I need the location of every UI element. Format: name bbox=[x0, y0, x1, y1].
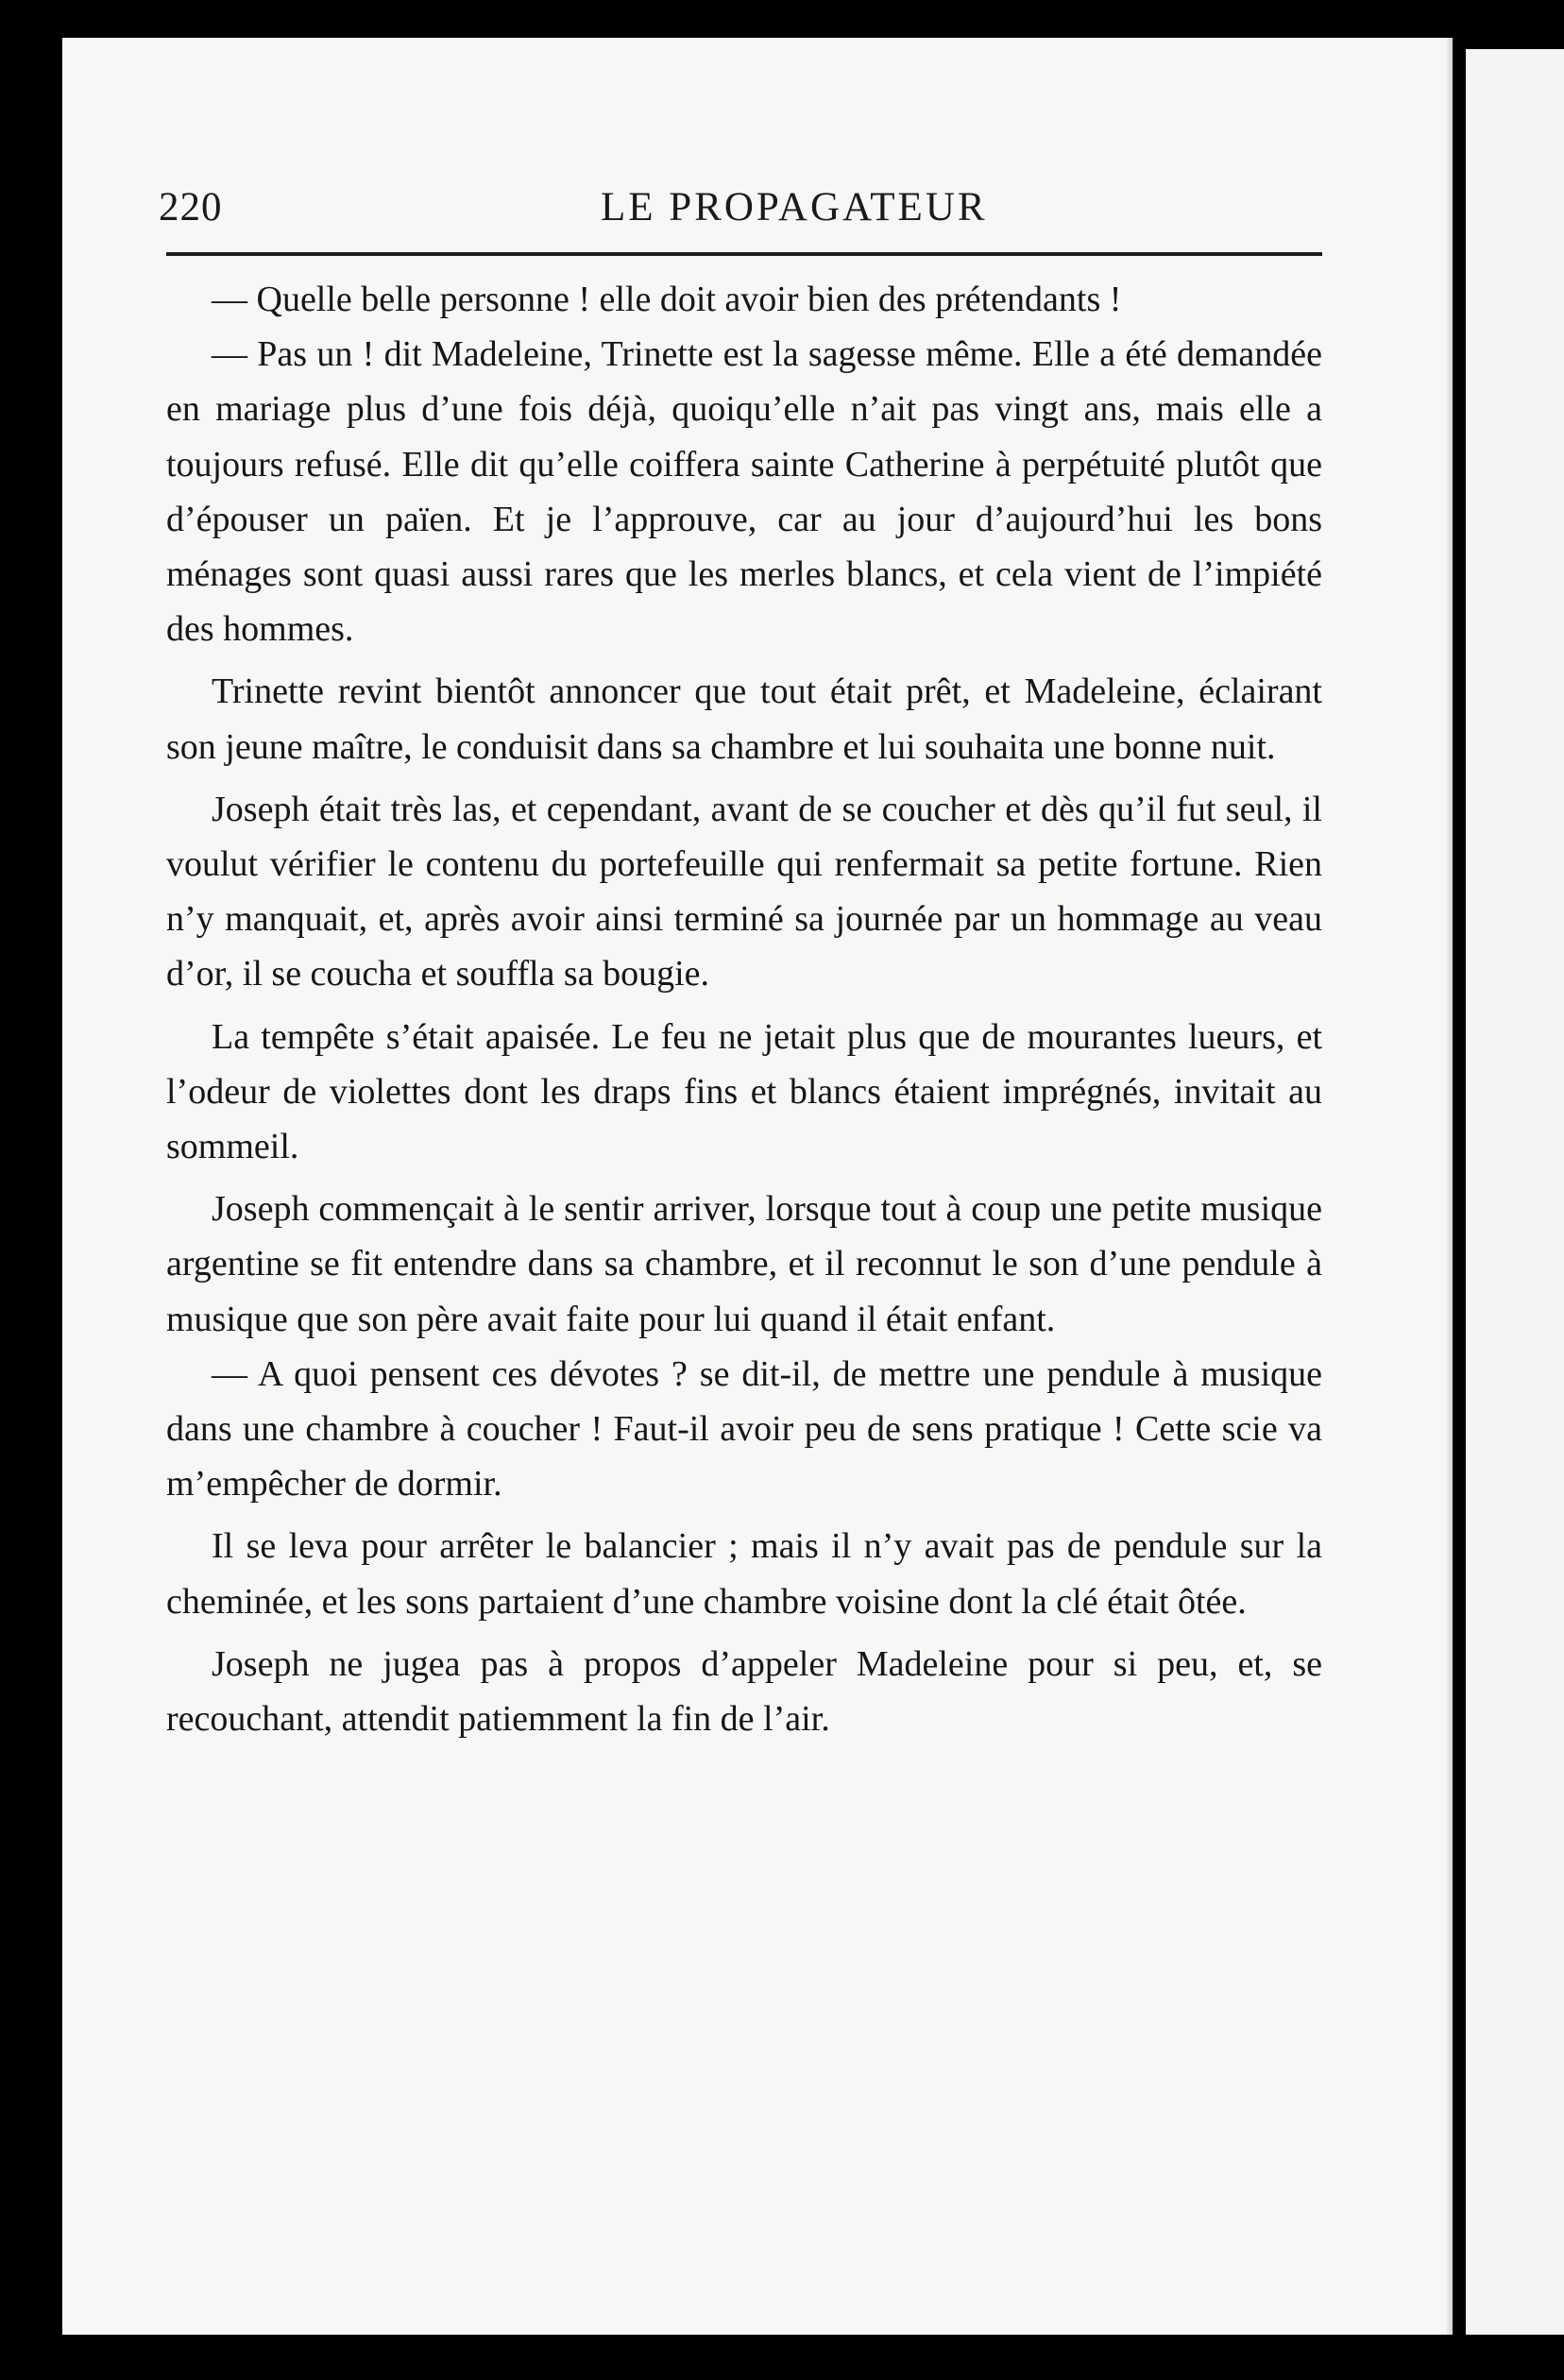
page-number: 220 bbox=[159, 185, 223, 230]
adjacent-page-edge bbox=[1466, 49, 1564, 2335]
header-rule bbox=[166, 252, 1322, 256]
paragraph: Trinette revint bientôt annoncer que tout était prêt, et Madeleine, éclairant son jeune maître, le conduisit dans sa chambre et lui souhaita une bonne nuit. bbox=[166, 672, 1322, 767]
paragraph: — Pas un ! dit Madeleine, Trinette est la sagesse même. Elle a été demandée en mariage plus d’une fois déjà, quoiqu’elle n’ait pas vingt ans, mais elle a toujours refusé. Elle dit qu’elle coiffera sainte Catherine à perpétuité plutôt que d’épouser un païen. Et je l’approuve, car au jour d’aujourd’hui les bons ménages sont quasi aussi rares que les merles blancs, et cela vient de l’impiété des hommes. bbox=[166, 334, 1322, 650]
paragraph: — A quoi pensent ces dévotes ? se dit-il, de mettre une pendule à musique dans une chambre à coucher ! Faut-il avoir peu de sens pratique ! Cette scie va m’empêcher de dormir. bbox=[166, 1353, 1322, 1504]
paragraph: Il se leva pour arrêter le balancier ; mais il n’y avait pas de pendule sur la cheminée, et les sons partaient d’une chambre voisine dont la clé était ôtée. bbox=[166, 1526, 1322, 1622]
paragraph: Joseph était très las, et cependant, avant de se coucher et dès qu’il fut seul, il voulut vérifier le contenu du portefeuille qui renfermait sa petite fortune. Rien n’y manquait, et, après avoir ainsi terminé sa journée par un hommage au veau d’or, il se coucha et souffla sa bougie. bbox=[166, 789, 1322, 994]
paragraph: — Quelle belle personne ! elle doit avoir bien des prétendants ! bbox=[212, 280, 1122, 319]
paragraph: La tempête s’était apaisée. Le feu ne jetait plus que de mourantes lueurs, et l’odeur de violettes dont les draps fins et blancs étaient imprégnés, invitait au sommeil. bbox=[166, 1016, 1322, 1167]
paragraph: Joseph commençait à le sentir arriver, lorsque tout à coup une petite musique argentine se fit entendre dans sa chambre, et il reconnut le son d’une pendule à musique que son père avait faite pour lui quand il était enfant. bbox=[166, 1189, 1322, 1339]
page-title: LE PROPAGATEUR bbox=[601, 185, 988, 230]
page-edge-shadow bbox=[1445, 38, 1453, 2335]
running-head bbox=[159, 184, 1322, 241]
paragraph: Joseph ne jugea pas à propos d’appeler Madeleine pour si peu, et, se recouchant, attendit patiemment la fin de l’air. bbox=[166, 1643, 1322, 1740]
body-text bbox=[166, 272, 1322, 1746]
